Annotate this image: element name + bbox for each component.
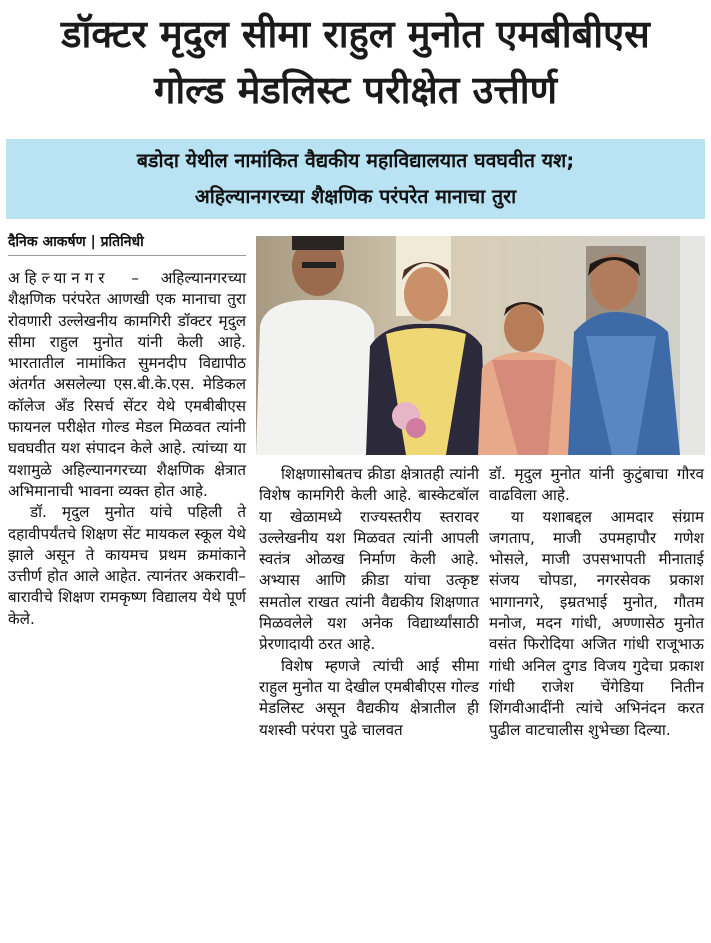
article-column-1 — [8, 268, 246, 630]
article-column-3 — [489, 464, 704, 741]
headline — [0, 6, 711, 118]
paragraph-text: अहिल्यानगरच्या शैक्षणिक परंपरेत आणखी एक मानाचा तुरा रोवणारी उल्लेखनीय कामगिरी डॉक्टर मृदुल सीमा राहुल मुनोत यांनी केली आहे. भारतातील नामांकित सुमनदीप विद्यापीठ अंतर्गत असलेल्या एस.बी.के.एस. मेडिकल कॉलेज अँड रिसर्च सेंटर येथे एमबीबीएस फायनल परीक्षेत गोल्ड मेडल मिळवत त्यांनी घवघवीत यश संपादन केले आहे. त्यांच्या या यशामुळे अहिल्यानगरच्या शैक्षणिक क्षेत्रात अभिमानाची भावना व्यक्त होत आहे. — [8, 269, 246, 500]
dateline: अहिल्यानगर — [8, 269, 110, 287]
subheadline-line-1: बडोदा येथील नामांकित वैद्यकीय महाविद्यालयात घवघवीत यश; — [136, 149, 575, 172]
paragraph: डॉ. मृदुल मुनोत यांचे पहिली ते दहावीपर्यंतचे शिक्षण सेंट मायकल स्कूल येथे झाले असून ते कायमच प्रथम क्रमांकाने उत्तीर्ण होत आले आहेत. त्यानंतर अकरावी–बारावीचे शिक्षण रामकृष्ण विद्यालय येथे पूर्ण केले. — [8, 503, 246, 628]
subheadline-line-2: अहिल्यानगरच्या शैक्षणिक परंपरेत मानाचा तुरा — [194, 185, 517, 208]
byline: दैनिक आकर्षण | प्रतिनिधी — [8, 232, 246, 256]
dateline-dash: – — [109, 269, 139, 287]
paragraph — [8, 268, 246, 502]
headline-line-2: गोल्ड मेडलिस्ट परीक्षेत उत्तीर्ण — [153, 68, 558, 112]
group-photo-icon — [256, 236, 705, 455]
article-column-2 — [259, 464, 479, 741]
paragraph: शिक्षणासोबतच क्रीडा क्षेत्रातही त्यांनी विशेष कामगिरी केली आहे. बास्केटबॉल या खेळामध्ये राज्यस्तरीय स्तरावर उल्लेखनीय यश मिळवत त्यांनी आपली स्वतंत्र ओळख निर्माण केली आहे. अभ्यास आणि क्रीडा यांचा उत्कृष्ट समतोल राखत त्यांनी वैद्यकीय शिक्षणात मिळवलेले यश अनेक विद्यार्थ्यांसाठी प्रेरणादायी ठरत आहे. — [259, 465, 479, 654]
subheadline-box — [6, 139, 705, 219]
headline-line-1: डॉक्टर मृदुल सीमा राहुल मुनोत एमबीबीएस — [61, 12, 650, 56]
paragraph: या यशाबद्दल आमदार संग्राम जगताप, माजी उपमहापौर गणेश भोसले, माजी उपसभापती मीनाताई संजय चोपडा, नगरसेवक प्रकाश भागानगरे, इम्रतभाई मुनोत, गौतम मनोज, मदन गांधी, अण्णासेठ मुनोत वसंत फिरोदिया अजित गांधी राजूभाऊ गांधी अनिल दुगड विजय गुदेचा प्रकाश गांधी राजेश चेंगेडिया नितीन शिंगवीआदींनी त्यांचे अभिनंदन करत पुढील वाटचालीस शुभेच्छा दिल्या. — [489, 507, 704, 739]
paragraph: विशेष म्हणजे त्यांची आई सीमा राहुल मुनोत या देखील एमबीबीएस गोल्ड मेडलिस्ट असून वैद्यकीय क्षेत्रातील ही यशस्वी परंपरा पुढे चालवत — [259, 656, 479, 739]
article-photo — [256, 236, 705, 455]
paragraph: डॉ. मृदुल मुनोत यांनी कुटुंबाचा गौरव वाढविला आहे. — [489, 465, 704, 505]
